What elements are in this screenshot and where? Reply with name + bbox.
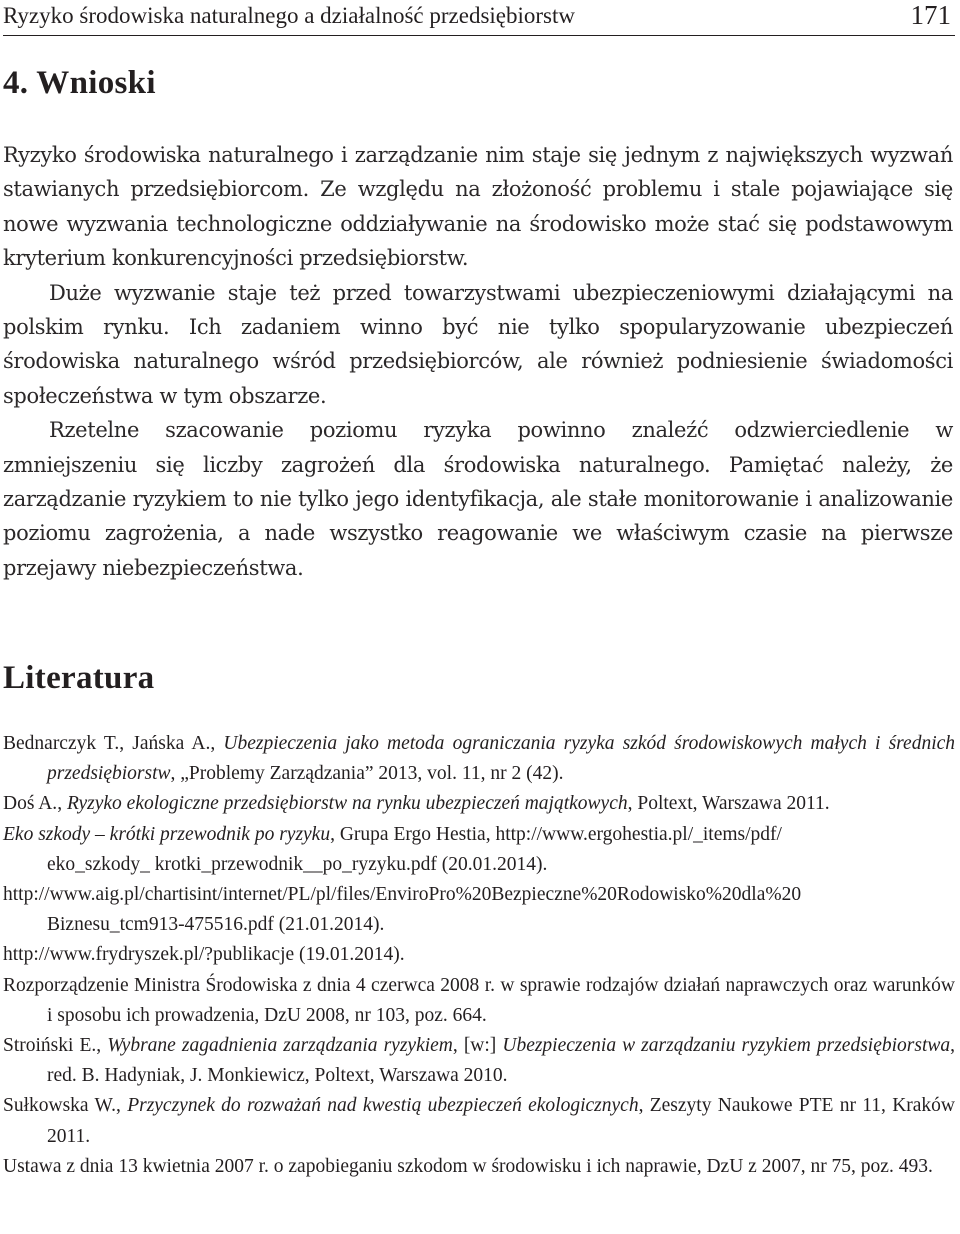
reference-item: Sułkowska W., Przyczynek do rozważań nad kwestią ubezpieczeń ekologicznych, Zeszyty Naukowe PTE nr 11, Kraków 2011.: [3, 1095, 956, 1147]
reference-item: Doś A., Ryzyko ekologiczne przedsiębiorstw na rynku ubezpieczeń majątkowych, Poltext, Warszawa 2011.: [3, 793, 830, 815]
reference-details: , „Problemy Zarządzania” 2013, vol. 11, nr 2 (42).: [170, 763, 564, 785]
reference-item: Bednarczyk T., Jańska A., Ubezpieczenia jako metoda ograniczania ryzyka szkód środowiskowych małych i średnich przedsiębiorstw, „Problemy Zarządzania” 2013, vol. 11, nr 2 (42).: [3, 733, 956, 785]
conclusions-body: [3, 138, 953, 585]
reference-title: Ryzyko ekologiczne przedsiębiorstw na rynku ubezpieczeń majątkowych: [66, 793, 628, 815]
reference-item: [3, 880, 955, 940]
reference-item: http://www.frydryszek.pl/?publikacje (19.01.2014).: [3, 944, 405, 966]
paragraph-3: Rzetelne szacowanie poziomu ryzyka powinno znaleźć odzwierciedlenie w zmniejszeniu się liczby zagrożeń dla środowiska naturalnego. Pamiętać należy, że zarządzanie ryzykiem to nie tylko jego identyfikacja, ale stałe monitorowanie i analizowanie poziomu zagrożenia, a nade wszystko reagowanie we właściwym czasie na pierwsze przejawy niebezpieczeństwa.: [3, 418, 953, 580]
section-title-literature: Literatura: [3, 660, 155, 696]
reference-author: Stroiński E.: [3, 1035, 97, 1057]
reference-details: , Poltext, Warszawa 2011.: [627, 793, 830, 815]
reference-title: Ubezpieczenia jako metoda ograniczania ryzyka szkód środowiskowych małych i średnich przedsiębiorstw: [47, 733, 956, 785]
reference-item: [3, 820, 955, 880]
reference-title: Eko szkody – krótki przewodnik po ryzyku: [3, 823, 331, 845]
reference-link: eko_szkody_ krotki_przewodnik__po_ryzyku.pdf (20.01.2014).: [47, 853, 548, 875]
reference-author: Sułkowska W.: [3, 1095, 117, 1117]
reference-author: Doś A.: [3, 793, 58, 815]
paragraph-1: Ryzyko środowiska naturalnego i zarządzanie nim staje się jednym z największych wyzwań stawianych przedsiębiorcom. Ze względu na złożoność problemu i stale pojawiające się nowe wyzwania technologiczne oddziaływanie na środowisko może stać się podstawowym kryterium konkurencyjności przedsiębiorstw.: [3, 143, 953, 271]
header-rule: [3, 35, 955, 36]
paragraph-2: Duże wyzwanie staje też przed towarzystwami ubezpieczeniowymi działającymi na polskim rynku. Ich zadaniem winno być nie tylko spopularyzowanie ubezpieczeń środowiska naturalnego wśród przedsiębiorców, ale również podniesienie świadomości społeczeństwa w tym obszarze.: [3, 280, 953, 408]
reference-details: , Zeszyty Naukowe PTE nr 11, Kraków 2011.: [47, 1095, 956, 1147]
reference-book-title: Ubezpieczenia w zarządzaniu ryzykiem przedsiębiorstwa: [502, 1035, 951, 1057]
running-head-title: Ryzyko środowiska naturalnego a działalność przedsiębiorstw: [3, 3, 576, 28]
reference-item: Ustawa z dnia 13 kwietnia 2007 r. o zapobieganiu szkodom w środowisku i ich naprawie, DzU z 2007, nr 75, poz. 493.: [3, 1155, 933, 1177]
reference-details: , Grupa Ergo Hestia, http://www.ergohestia.pl/_items/pdf/: [330, 823, 782, 845]
reference-details: Biznesu_tcm913-475516.pdf (21.01.2014).: [47, 914, 385, 936]
reference-item: Stroiński E., Wybrane zagadnienia zarządzania ryzykiem, [w:] Ubezpieczenia w zarządzaniu ryzykiem przedsiębiorstwa, red. B. Hadyniak, J. Monkiewicz, Poltext, Warszawa 2010.: [3, 1035, 955, 1087]
section-title-conclusions: 4. Wnioski: [3, 65, 156, 101]
reference-title: Wybrane zagadnienia zarządzania ryzykiem: [107, 1035, 453, 1057]
page-number: 171: [910, 0, 951, 30]
reference-title: Przyczynek do rozważań nad kwestią ubezpieczeń ekologicznych: [127, 1095, 639, 1117]
reference-link: http://www.aig.pl/chartisint/internet/PL/pl/files/EnviroPro%20Bezpieczne%20Rodowisko%20dla%20: [3, 884, 802, 906]
reference-details: , red. B. Hadyniak, J. Monkiewicz, Poltext, Warszawa 2010.: [47, 1035, 955, 1087]
reference-list: [3, 729, 955, 1182]
reference-author: Bednarczyk T., Jańska A.: [3, 733, 211, 754]
reference-item: Rozporządzenie Ministra Środowiska z dnia 4 czerwca 2008 r. w sprawie rodzajów działań naprawczych oraz warunków i sposobu ich prowadzenia, DzU 2008, nr 103, poz. 664.: [3, 974, 955, 1026]
